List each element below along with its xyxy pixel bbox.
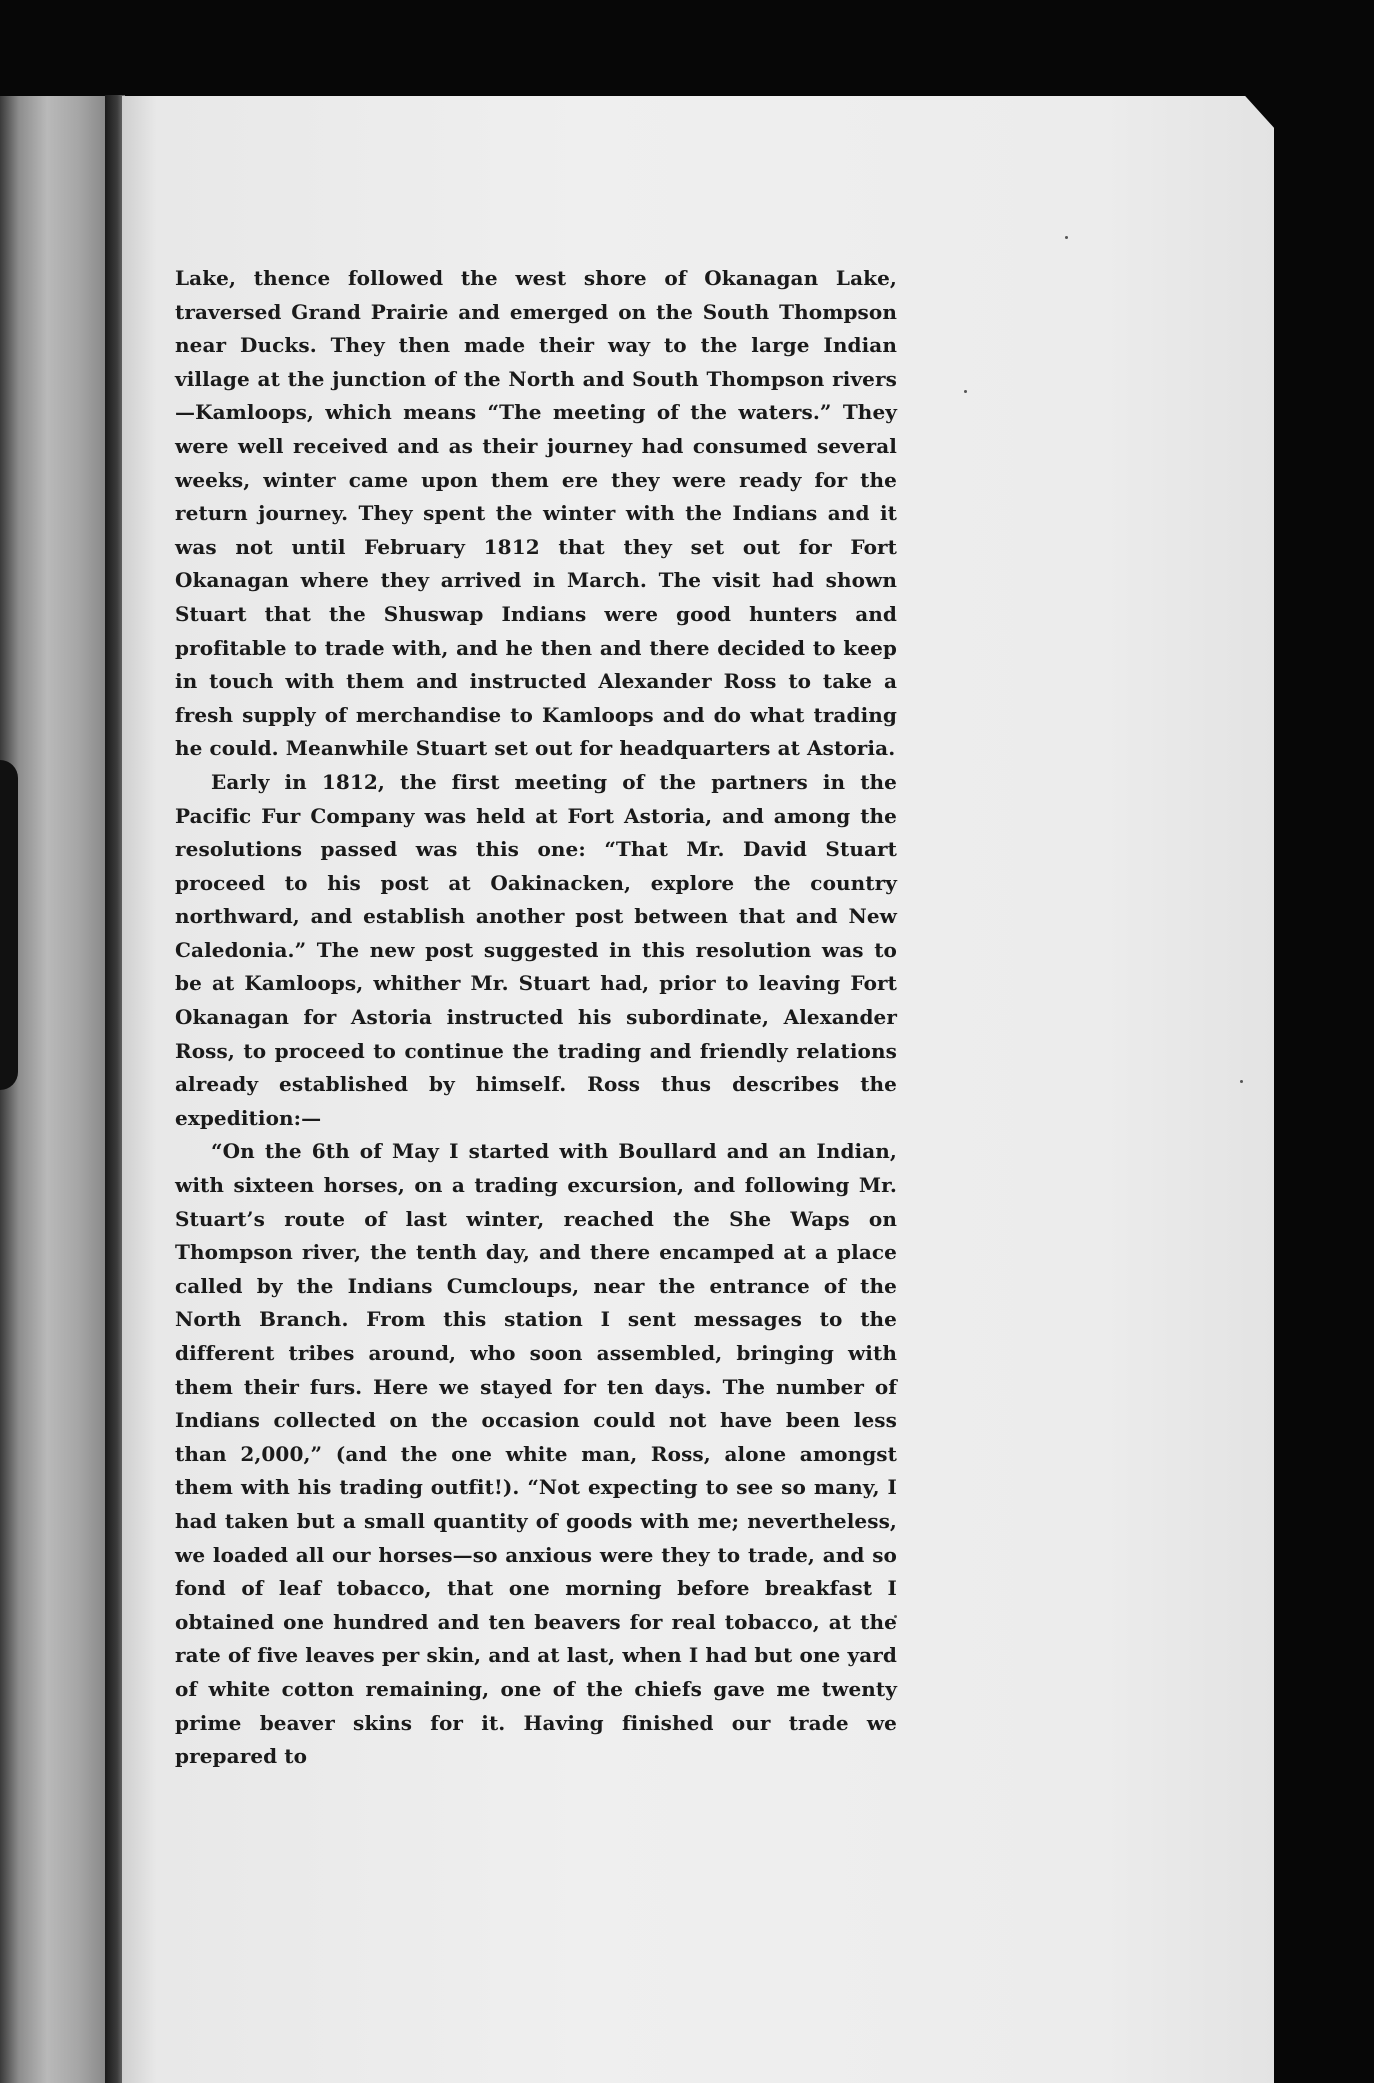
binding-shadow: [0, 760, 18, 1090]
page-text: [175, 262, 897, 1774]
page-speck: [1240, 1080, 1243, 1083]
paragraph-3: “On the 6th of May I started with Boullard and an Indian, with sixteen horses, on a trading excursion, and following Mr. Stuart’s route of last winter, reached the She Waps on Thompson river, the tenth day, and there encamped at a place called by the Indians Cumcloups, near the entrance of the North Branch. From this station I sent messages to the different tribes around, who soon assembled, bringing with them their furs. Here we stayed for ten days. The number of Indians collected on the occasion could not have been less than 2,000,” (and the one white man, Ross, alone amongst them with his trading outfit!). “Not expecting to see so many, I had taken but a small quantity of goods with me; nevertheless, we loaded all our horses—so anxious were they to trade, and so fond of leaf tobacco, that one morning before breakfast I obtained one hundred and ten beavers for real tobacco, at the rate of five leaves per skin, and at last, when I had but one yard of white cotton remaining, one of the chiefs gave me twenty prime beaver skins for it. Having finished our trade we prepared to: [175, 1139, 897, 1769]
page-speck: [1065, 236, 1068, 239]
page-speck: [964, 390, 967, 393]
adjacent-page-edge: [0, 96, 105, 2083]
paragraph-2: Early in 1812, the first meeting of the partners in the Pacific Fur Company was held at Fort Astoria, and among the resolutions passed was this one: “That Mr. David Stuart proceed to his post at Oakinacken, explore the country northward, and establish another post between that and New Caledonia.” The new post suggested in this resolution was to be at Kamloops, whither Mr. Stuart had, prior to leaving Fort Okanagan for Astoria instructed his subordinate, Alexander Ross, to proceed to continue the trading and friendly relations already established by himself. Ross thus describes the expedition:—: [175, 769, 897, 1130]
paragraph-1: Lake, thence followed the west shore of Okanagan Lake, traversed Grand Prairie and emerged on the South Thompson near Ducks. They then made their way to the large Indian village at the junction of the North and South Thompson rivers—Kamloops, which means “The meeting of the waters.” They were well received and as their journey had consumed several weeks, winter came upon them ere they were ready for the return journey. They spent the winter with the Indians and it was not until February 1812 that they set out for Fort Okanagan where they arrived in March. The visit had shown Stuart that the Shuswap Indians were good hunters and profitable to trade with, and he then and there decided to keep in touch with them and instructed Alexander Ross to take a fresh supply of merchandise to Kamloops and do what trading he could. Meanwhile Stuart set out for headquarters at Astoria.: [175, 266, 897, 761]
